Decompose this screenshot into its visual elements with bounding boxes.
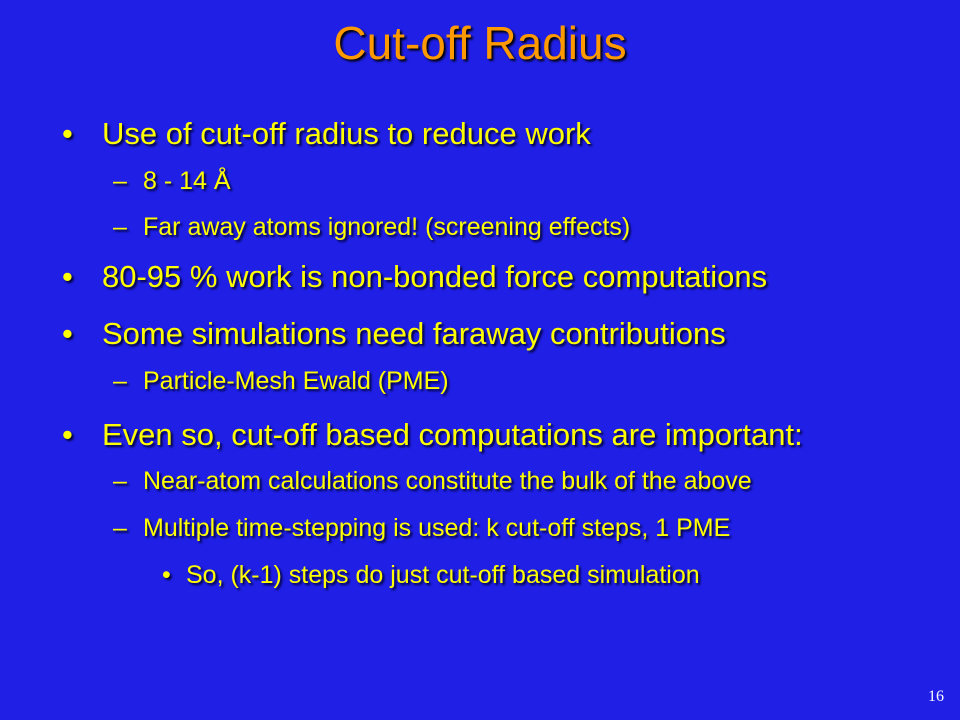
bullet-text: Even so, cut-off based computations are important:	[102, 417, 803, 452]
bullet-marker: •	[162, 561, 171, 589]
bullet-text: Some simulations need faraway contributions	[102, 316, 726, 351]
bullet-text: Use of cut-off radius to reduce work	[102, 116, 591, 151]
sub-bullet-text: 8 - 14 Å	[143, 167, 231, 195]
sub-bullet-text: Particle-Mesh Ewald (PME)	[143, 367, 449, 395]
bullet-item	[62, 417, 803, 453]
dash-marker: –	[113, 367, 127, 395]
bullet-marker: •	[62, 259, 73, 294]
sub-bullet-item	[113, 514, 730, 543]
sub-sub-bullet-text: So, (k-1) steps do just cut-off based simulation	[186, 561, 700, 589]
sub-bullet-item	[113, 467, 752, 496]
bullet-item	[62, 259, 767, 295]
slide-number: 16	[928, 688, 944, 705]
bullet-marker: •	[62, 316, 73, 351]
sub-bullet-text: Far away atoms ignored! (screening effects)	[143, 213, 631, 241]
sub-bullet-text: Multiple time-stepping is used: k cut-off steps, 1 PME	[143, 514, 731, 542]
dash-marker: –	[113, 167, 127, 195]
bullet-text: 80-95 % work is non-bonded force computations	[102, 259, 768, 294]
bullet-marker: •	[62, 417, 73, 452]
bullet-item	[62, 316, 726, 352]
dash-marker: –	[113, 514, 127, 542]
sub-bullet-item	[113, 167, 231, 196]
sub-bullet-item	[113, 213, 630, 242]
slide-title: Cut-off Radius	[333, 17, 627, 69]
sub-sub-bullet-item	[162, 561, 700, 590]
dash-marker: –	[113, 467, 127, 495]
sub-bullet-text: Near-atom calculations constitute the bulk of the above	[143, 467, 752, 495]
bullet-item	[62, 116, 591, 152]
sub-bullet-item	[113, 367, 449, 396]
dash-marker: –	[113, 213, 127, 241]
bullet-marker: •	[62, 116, 73, 151]
